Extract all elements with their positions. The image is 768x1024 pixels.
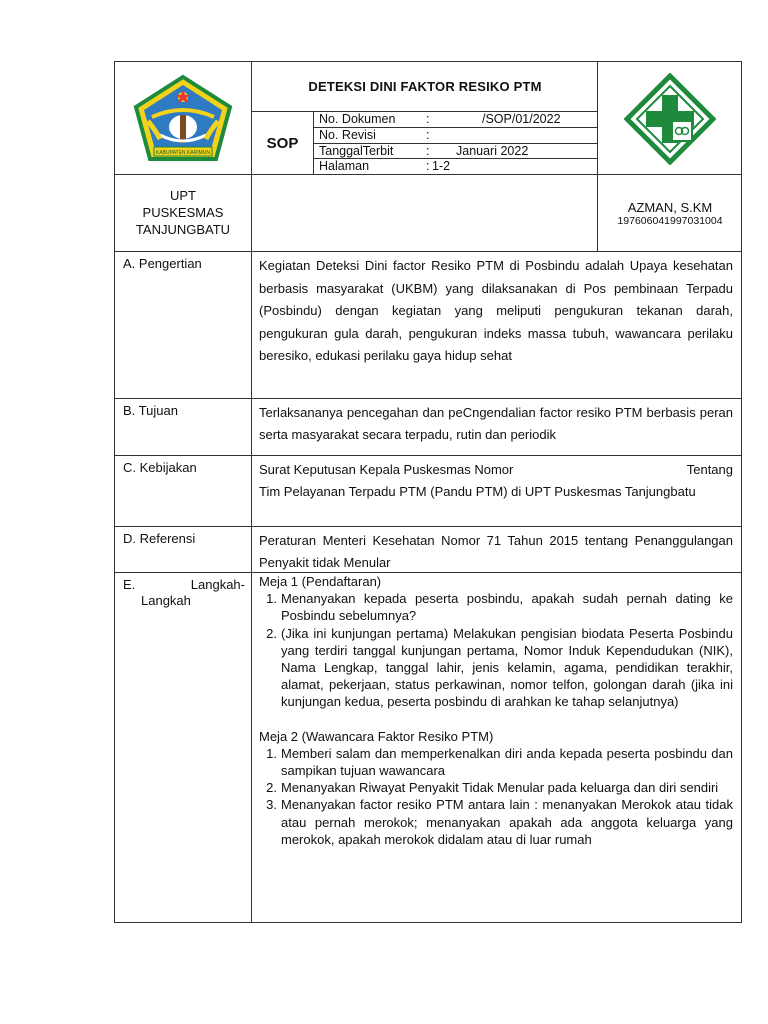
puskesmas-cross-logo-icon <box>624 73 716 165</box>
label-part: Langkah- <box>190 577 245 592</box>
step-number: 2. <box>266 780 277 796</box>
section-langkah <box>115 573 741 922</box>
section-pengertian <box>115 252 741 399</box>
section-body <box>252 527 741 578</box>
section-text: Terlaksananya pencegahan dan peCngendalian factor resiko PTM berbasis peran serta masyarakat secara terpadu, rutin dan periodik <box>259 405 733 442</box>
step-number: 3. <box>266 797 277 813</box>
kebijakan-line-right: Tentang <box>686 462 733 477</box>
step-text: (Jika ini kunjungan pertama) Melakukan pengisian biodata Peserta Posbindu yang terdiri tanggal kunjungan pertama, Nomor Induk Kependudukan (NIK), Nama Lengkap, tanggal lahir, jenis kelamin, agama, pendidikan terakhir, alamat, pekerjaan, status perkawinan, nomor telfon, golongan darah (jika ini kunjungan kedua, peserta posbindu di arahkan ke tahap selanjutnya) <box>281 625 733 710</box>
step-text: Menanyakan Riwayat Penyakit Tidak Menular pada keluarga dan diri sendiri <box>281 780 719 796</box>
meta-colon: : <box>426 112 430 126</box>
label-part: E. <box>123 577 136 592</box>
step-number: 1. <box>266 745 277 761</box>
section-label: B. Tujuan <box>123 403 178 418</box>
upt-name-cell <box>115 175 252 251</box>
right-logo-cell <box>598 62 742 175</box>
section-label: A. Pengertian <box>123 256 202 271</box>
step-text: Memberi salam dan memperkenalkan diri anda kepada peserta posbindu dan sampikan tujuan wawancara <box>281 745 733 779</box>
meta-row-halaman <box>314 159 598 175</box>
section-body <box>252 456 741 507</box>
svg-text:KABUPATEN KARIMUN: KABUPATEN KARIMUN <box>156 149 210 156</box>
meja-2-title: Meja 2 (Wawancara Faktor Resiko PTM) <box>259 728 494 744</box>
step-number: 2. <box>266 625 277 641</box>
meta-label: TanggalTerbit <box>319 143 394 158</box>
upt-line: UPT <box>170 188 196 203</box>
step-number: 1. <box>266 591 277 607</box>
section-label <box>123 577 245 609</box>
meta-label: No. Revisi <box>319 127 376 142</box>
section-kebijakan <box>115 456 741 527</box>
step-text: Menanyakan factor resiko PTM antara lain : menanyakan Merokok atau tidak atau pernah merokok; menanyakan apakah ada anggota keluarga yang merokok, apakah merokok didalam atau di luar rumah <box>281 797 733 847</box>
meta-colon: : <box>426 143 430 158</box>
signer-nip: 197606041997031004 <box>617 215 723 227</box>
section-label: C. Kebijakan <box>123 460 197 475</box>
section-body <box>252 252 741 372</box>
section-referensi <box>115 527 741 573</box>
meta-value: 1-2 <box>432 159 451 174</box>
section-tujuan <box>115 399 741 456</box>
identity-row <box>114 175 742 252</box>
section-body <box>252 399 741 450</box>
meja-1-steps <box>259 590 733 710</box>
sop-content-table <box>114 252 742 923</box>
document-meta <box>314 112 598 175</box>
meja-1-title: Meja 1 (Pendaftaran) <box>259 574 382 589</box>
list-item <box>259 796 733 848</box>
signature-space-cell <box>252 175 598 251</box>
kebijakan-line-left: Surat Keputusan Kepala Puskesmas Nomor <box>259 462 514 477</box>
upt-line: PUSKESMAS <box>142 205 224 220</box>
section-label-cell <box>115 252 252 398</box>
label-part: Langkah <box>141 593 191 608</box>
section-body <box>252 573 741 852</box>
document-title: DETEKSI DINI FAKTOR RESIKO PTM <box>252 62 598 112</box>
meta-row-no-dokumen <box>314 112 598 128</box>
meta-row-tanggal-terbit <box>314 144 598 160</box>
upt-line: TANJUNGBATU <box>135 222 231 237</box>
meta-value: /SOP/01/2022 <box>482 112 561 126</box>
list-item <box>259 590 733 624</box>
list-item <box>259 779 733 796</box>
step-text: Menanyakan kepada peserta posbindu, apakah sudah pernah dating ke Posbindu sebelumnya? <box>281 591 733 624</box>
meta-colon: : <box>426 159 430 174</box>
list-item <box>259 625 733 711</box>
section-text: Tim Pelayanan Terpadu PTM (Pandu PTM) di UPT Puskesmas Tanjungbatu <box>259 484 696 499</box>
meja-2-steps <box>259 745 733 848</box>
section-label-cell <box>115 399 252 455</box>
kabupaten-karimun-emblem-icon <box>130 73 236 165</box>
section-label: D. Referensi <box>123 531 196 546</box>
sop-label: SOP <box>252 112 314 175</box>
left-logo-cell <box>115 62 252 175</box>
signer-cell <box>598 175 742 251</box>
section-text: Kegiatan Deteksi Dini factor Resiko PTM di Posbindu adalah Upaya kesehatan berbasis masyarakat (UKBM) yang dilaksanakan di Pos pembinaan Terpadu (Posbindu) dengan kegiatan yang meliputi pengukuran tekanan darah, pengukuran gula darah, pengukuran indeks massa tubuh, wawancara perilaku beresiko, edukasi perilaku gaya hidup sehat <box>259 258 733 363</box>
section-text: Peraturan Menteri Kesehatan Nomor 71 Tahun 2015 tentang Penanggulangan Penyakit tidak Menular <box>259 533 733 570</box>
section-label-cell <box>115 456 252 526</box>
list-item <box>259 745 733 779</box>
meta-label: Halaman <box>319 159 370 174</box>
header-center <box>252 62 598 175</box>
section-label-cell <box>115 527 252 572</box>
meta-colon: : <box>426 127 430 142</box>
spacer <box>259 711 733 728</box>
signer-name: AZMAN, S.KM <box>627 200 713 215</box>
meta-row-no-revisi <box>314 128 598 144</box>
kebijakan-first-line <box>259 459 733 481</box>
section-label-cell <box>115 573 252 922</box>
sop-header-table <box>114 61 742 175</box>
meta-value: Januari 2022 <box>456 143 529 158</box>
meta-label: No. Dokumen <box>319 112 396 126</box>
